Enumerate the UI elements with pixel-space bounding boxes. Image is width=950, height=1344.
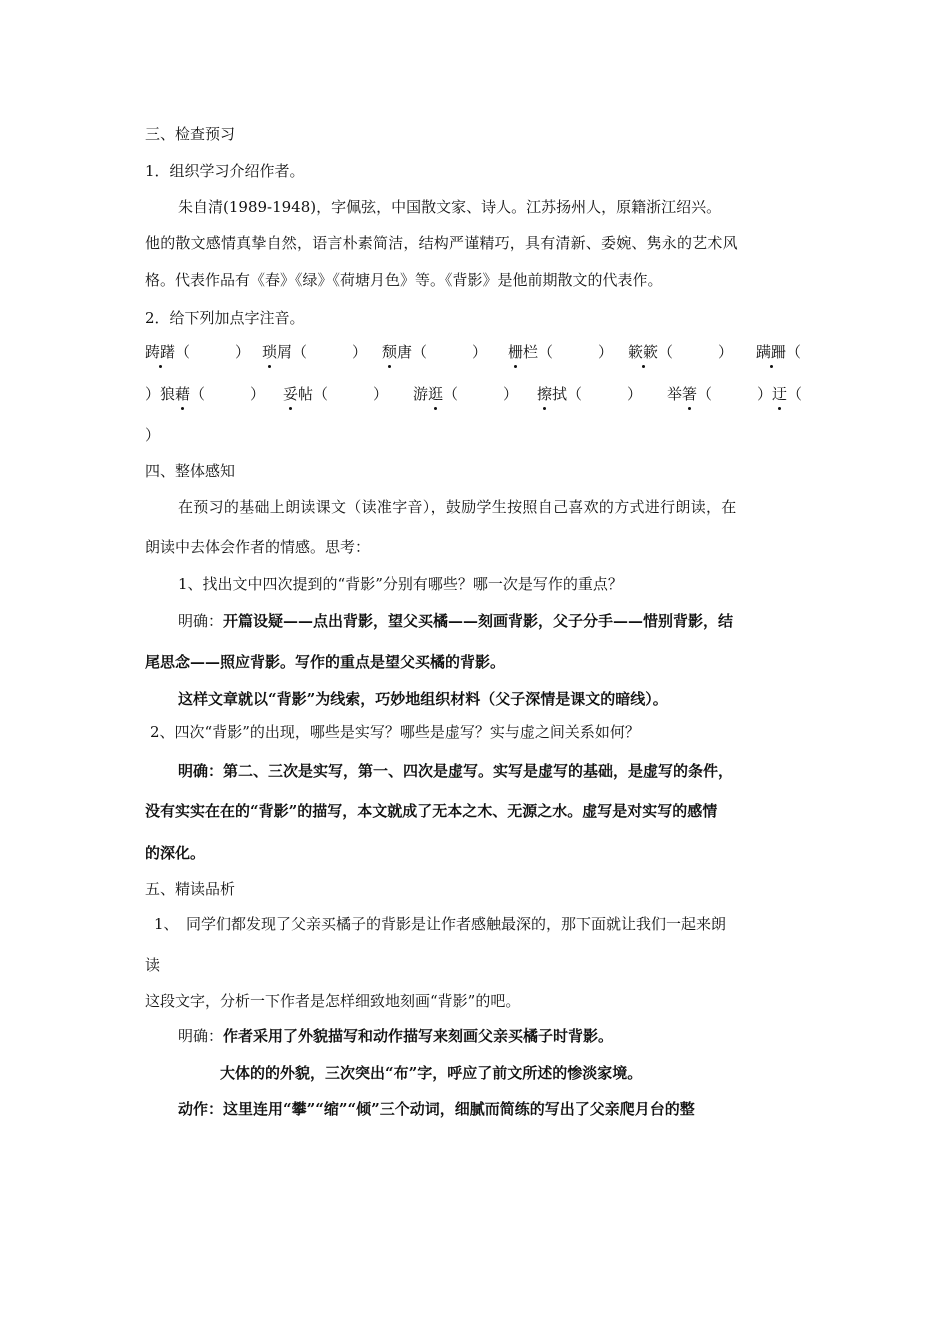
pinyin-item: 举箸（ ） (667, 385, 773, 403)
dotted-char: 妥 (283, 385, 299, 403)
reading-question-line-2: 读 (145, 956, 161, 974)
dotted-char: 擦 (537, 385, 553, 403)
pinyin-item: 簌簌（ ） (628, 343, 734, 361)
answer-2-line-3: 的深化。 (145, 844, 206, 862)
answer-2-line-1: 明确：第二、三次是实写，第一、四次是虚写。实写是虚写的基础，是虚写的条件， (178, 762, 734, 780)
dotted-char: 逛 (428, 385, 444, 403)
pinyin-item: 颓唐（ ） (382, 343, 488, 361)
author-intro-line-3: 格。代表作品有《春》《绿》《荷塘月色》等。《背影》是他前期散文的代表作。 (145, 271, 663, 289)
answer-1-line-1: 明确：开篇设疑——点出背影，望父买橘——刻画背影，父子分手——惜别背影，结 (178, 612, 734, 630)
reading-question-line-1: 1、 同学们都发现了父亲买橘子的背影是让作者感触最深的，那下面就让我们一起来朗 (154, 915, 727, 933)
dotted-char: 箸 (682, 385, 698, 403)
pinyin-item: 踌躇（ ） (145, 343, 251, 361)
dotted-char: 簌簌 (628, 343, 659, 361)
pinyin-item: 琐屑（ ） (262, 343, 368, 361)
dotted-char: 栅 (508, 343, 524, 361)
reading-answer-line-1: 明确：作者采用了外貌描写和动作描写来刻画父亲买橘子时背影。 (178, 1027, 614, 1045)
reading-question-line-3: 这段文字，分析一下作者是怎样细致地刻画“背影”的吧。 (145, 992, 521, 1010)
section-five-heading: 五、精读品析 (145, 880, 236, 898)
answer-1-line-2: 尾思念——照应背影。写作的重点是望父买橘的背影。 (145, 653, 506, 671)
dotted-char: 蹒跚 (756, 343, 787, 361)
author-intro-line-1: 朱自清(1989-1948)，字佩弦，中国散文家、诗人。江苏扬州人，原籍浙江绍兴。 (178, 198, 722, 216)
think-question-2: 2、四次“背影”的出现，哪些是实写？哪些是虚写？实与虚之间关系如何？ (150, 723, 640, 741)
section-four-heading: 四、整体感知 (145, 462, 236, 480)
overview-paragraph-line-2: 朗读中去体会作者的情感。思考： (145, 538, 371, 556)
dotted-char: 踌躇 (145, 343, 176, 361)
pinyin-item: 游逛（ ） (413, 385, 519, 403)
overview-paragraph-line-1: 在预习的基础上朗读课文（读准字音），鼓励学生按照自己喜欢的方式进行朗读，在 (178, 498, 737, 516)
pinyin-item: 妥帖（ ） (283, 385, 389, 403)
dotted-char: 藉 (175, 385, 191, 403)
dotted-char: 颓 (382, 343, 398, 361)
think-question-1: 1、找出文中四次提到的“背影”分别有哪些？哪一次是写作的重点？ (178, 575, 623, 593)
pinyin-row-3: ） (145, 426, 161, 444)
pinyin-item: 栅栏（ ） (508, 343, 614, 361)
reading-answer-line-2: 大体的的外貌，三次突出“布”字，呼应了前文所述的惨淡家境。 (220, 1064, 643, 1082)
reading-answer-line-3: 动作：这里连用“攀”“缩”“倾”三个动词，细腻而简练的写出了父亲爬月台的整 (178, 1100, 695, 1118)
pinyin-item: ）狼藉（ ） (145, 385, 266, 403)
answer-1-line-3: 这样文章就以“背影”为线索，巧妙地组织材料（父子深情是课文的暗线）。 (178, 690, 668, 708)
answer-label: 明确： (178, 1027, 224, 1045)
answer-label: 明确： (178, 612, 224, 630)
pinyin-item: 迂（ (772, 385, 803, 403)
dotted-char: 琐 (262, 343, 278, 361)
pinyin-item: 擦拭（ ） (537, 385, 643, 403)
author-intro-line-2: 他的散文感情真挚自然，语言朴素简洁，结构严谨精巧，具有清新、委婉、隽永的艺术风 (145, 234, 738, 252)
dotted-char: 迂 (772, 385, 788, 403)
answer-2-line-2: 没有实实在在的“背影”的描写，本文就成了无本之木、无源之水。虚写是对实写的感情 (145, 802, 718, 820)
question-1: 1．组织学习介绍作者。 (145, 162, 305, 180)
section-three-heading: 三、检查预习 (145, 125, 236, 143)
question-2: 2．给下列加点字注音。 (145, 309, 305, 327)
pinyin-item: 蹒跚（ (756, 343, 802, 361)
